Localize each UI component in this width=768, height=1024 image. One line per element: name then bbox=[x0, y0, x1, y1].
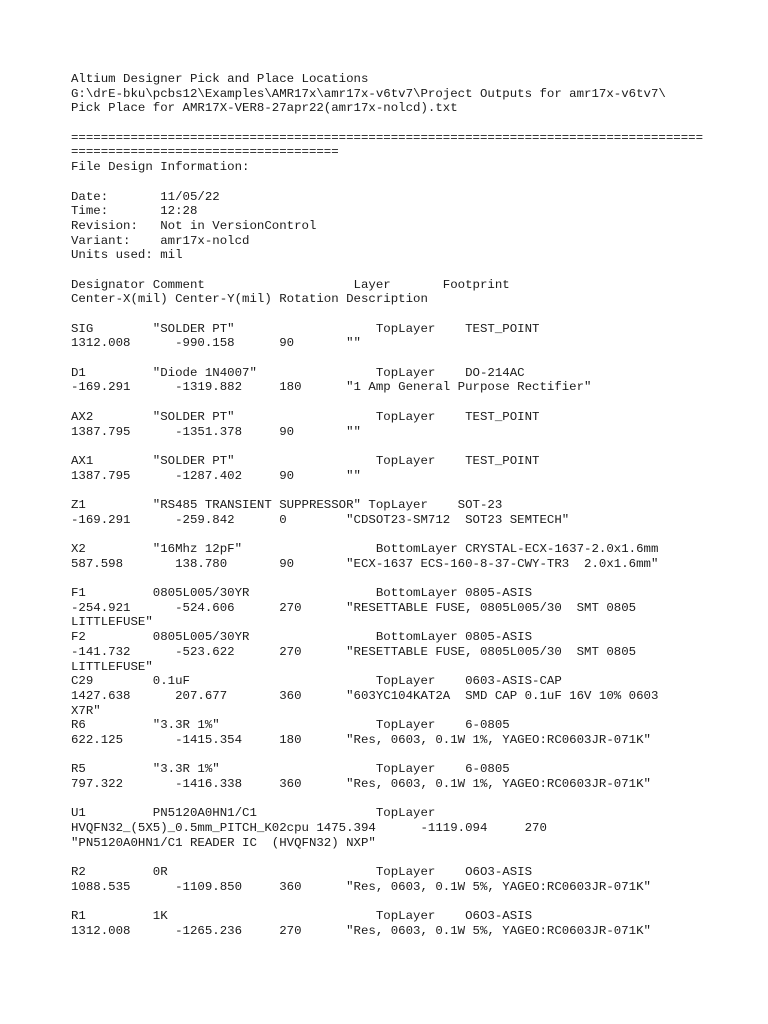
component-entry bbox=[71, 322, 751, 366]
component-entry-line-1: R2 0R TopLayer O6O3-ASIS bbox=[71, 865, 533, 880]
component-entry-line-1: D1 "Diode 1N4007" TopLayer DO-214AC bbox=[71, 365, 525, 380]
blank-line bbox=[71, 483, 751, 498]
pick-place-document bbox=[71, 72, 751, 939]
design-info-variant: Variant: amr17x-nolcd bbox=[71, 233, 250, 248]
blank-line bbox=[71, 850, 751, 865]
component-entry bbox=[71, 630, 751, 674]
column-header-line-2: Center-X(mil) Center-Y(mil) Rotation Description bbox=[71, 292, 428, 307]
blank-line bbox=[71, 792, 751, 807]
blank-line bbox=[71, 116, 751, 131]
file-path-line-1: G:\drE-bku\pcbs12\Examples\AMR17x\amr17x-v6tv7\Project Outputs for amr17x-v6tv7\ bbox=[71, 86, 666, 101]
component-entry-line-2: 1312.008 -1265.236 270 "Res, 0603, 0.1W 5%, YAGEO:RC0603JR-071K" bbox=[71, 923, 651, 938]
component-entry bbox=[71, 410, 751, 454]
component-entry-line-2: -141.732 -523.622 270 "RESETTABLE FUSE, 0805L005/30 SMT 0805 bbox=[71, 644, 637, 659]
component-entry bbox=[71, 762, 751, 806]
blank-line bbox=[71, 527, 751, 542]
blank-line bbox=[71, 263, 751, 278]
component-entry-line-1: F1 0805L005/30YR BottomLayer 0805-ASIS bbox=[71, 586, 533, 601]
component-entry bbox=[71, 366, 751, 410]
component-entry bbox=[71, 542, 751, 586]
file-path-line-2: Pick Place for AMR17X-VER8-27apr22(amr17x-nolcd).txt bbox=[71, 101, 458, 116]
separator-line-2: ==================================== bbox=[71, 145, 339, 160]
component-entry-line-2: 1088.535 -1109.850 360 "Res, 0603, 0.1W 5%, YAGEO:RC0603JR-071K" bbox=[71, 879, 651, 894]
component-entry bbox=[71, 865, 751, 909]
design-info-date: Date: 11/05/22 bbox=[71, 189, 220, 204]
blank-line bbox=[71, 395, 751, 410]
design-info-time: Time: 12:28 bbox=[71, 204, 198, 219]
component-entry-line-1: SIG "SOLDER PT" TopLayer TEST_POINT bbox=[71, 321, 540, 336]
component-entry bbox=[71, 806, 751, 865]
blank-line bbox=[71, 748, 751, 763]
component-entry-line-2: 797.322 -1416.338 360 "Res, 0603, 0.1W 1%, YAGEO:RC0603JR-071K" bbox=[71, 777, 651, 791]
component-entry-line-2: 1312.008 -990.158 90 "" bbox=[71, 336, 361, 351]
blank-line bbox=[71, 351, 751, 366]
design-info-revision: Revision: Not in VersionControl bbox=[71, 218, 317, 233]
component-entry-line-3: "PN5120A0HN1/C1 READER IC (HVQFN32) NXP" bbox=[71, 835, 376, 850]
component-entry-line-1: AX1 "SOLDER PT" TopLayer TEST_POINT bbox=[71, 453, 540, 468]
blank-line bbox=[71, 439, 751, 454]
component-entry-line-3: LITTLEFUSE" bbox=[71, 615, 153, 630]
component-entry bbox=[71, 718, 751, 762]
design-info-heading: File Design Information: bbox=[71, 160, 250, 175]
blank-line bbox=[71, 175, 751, 190]
component-entry-line-1: C29 0.1uF TopLayer 0603-ASIS-CAP bbox=[71, 674, 562, 689]
component-entry-line-2: 622.125 -1415.354 180 "Res, 0603, 0.1W 1%, YAGEO:RC0603JR-071K" bbox=[71, 732, 651, 747]
component-entry-line-1: R6 "3.3R 1%" TopLayer 6-0805 bbox=[71, 718, 510, 733]
component-entry bbox=[71, 674, 751, 718]
component-entry-line-2: HVQFN32_(5X5)_0.5mm_PITCH_K02cpu 1475.394 -1119.094 270 bbox=[71, 821, 547, 836]
component-entry-line-2: 587.598 138.780 90 "ECX-1637 ECS-160-8-37-CWY-TR3 2.0x1.6mm" bbox=[71, 556, 659, 571]
component-entry-line-1: X2 "16Mhz 12pF" BottomLayer CRYSTAL-ECX-1637-2.0x1.6mm bbox=[71, 542, 659, 556]
component-entry-line-2: -254.921 -524.606 270 "RESETTABLE FUSE, 0805L005/30 SMT 0805 bbox=[71, 600, 637, 615]
component-entry bbox=[71, 498, 751, 542]
component-entry-line-2: 1387.795 -1287.402 90 "" bbox=[71, 468, 361, 483]
component-entry-line-2: 1427.638 207.677 360 "603YC104KAT2A SMD CAP 0.1uF 16V 10% 0603 bbox=[71, 688, 659, 703]
component-entry bbox=[71, 586, 751, 630]
document-title: Altium Designer Pick and Place Locations bbox=[71, 72, 369, 86]
blank-line bbox=[71, 895, 751, 910]
component-entry-line-3: X7R" bbox=[71, 703, 101, 718]
component-entries bbox=[71, 322, 751, 939]
component-entry-line-1: R1 1K TopLayer O6O3-ASIS bbox=[71, 909, 533, 924]
component-entry-line-1: AX2 "SOLDER PT" TopLayer TEST_POINT bbox=[71, 409, 540, 424]
component-entry-line-3: LITTLEFUSE" bbox=[71, 659, 153, 674]
component-entry-line-1: F2 0805L005/30YR BottomLayer 0805-ASIS bbox=[71, 630, 533, 645]
component-entry-line-2: -169.291 -259.842 0 "CDSOT23-SM712 SOT23 SEMTECH" bbox=[71, 512, 570, 527]
component-entry-line-1: U1 PN5120A0HN1/C1 TopLayer bbox=[71, 806, 436, 821]
component-entry-line-1: R5 "3.3R 1%" TopLayer 6-0805 bbox=[71, 762, 510, 777]
component-entry bbox=[71, 454, 751, 498]
blank-line bbox=[71, 571, 751, 586]
blank-line bbox=[71, 307, 751, 322]
separator-line-1: ===================================================================================== bbox=[71, 130, 704, 145]
component-entry-line-1: Z1 "RS485 TRANSIENT SUPPRESSOR" TopLayer SOT-23 bbox=[71, 497, 503, 512]
design-info-units: Units used: mil bbox=[71, 248, 183, 263]
component-entry bbox=[71, 909, 751, 938]
component-entry-line-2: 1387.795 -1351.378 90 "" bbox=[71, 424, 361, 439]
component-entry-line-2: -169.291 -1319.882 180 "1 Amp General Purpose Rectifier" bbox=[71, 380, 592, 395]
column-header-line-1: Designator Comment Layer Footprint bbox=[71, 277, 510, 292]
